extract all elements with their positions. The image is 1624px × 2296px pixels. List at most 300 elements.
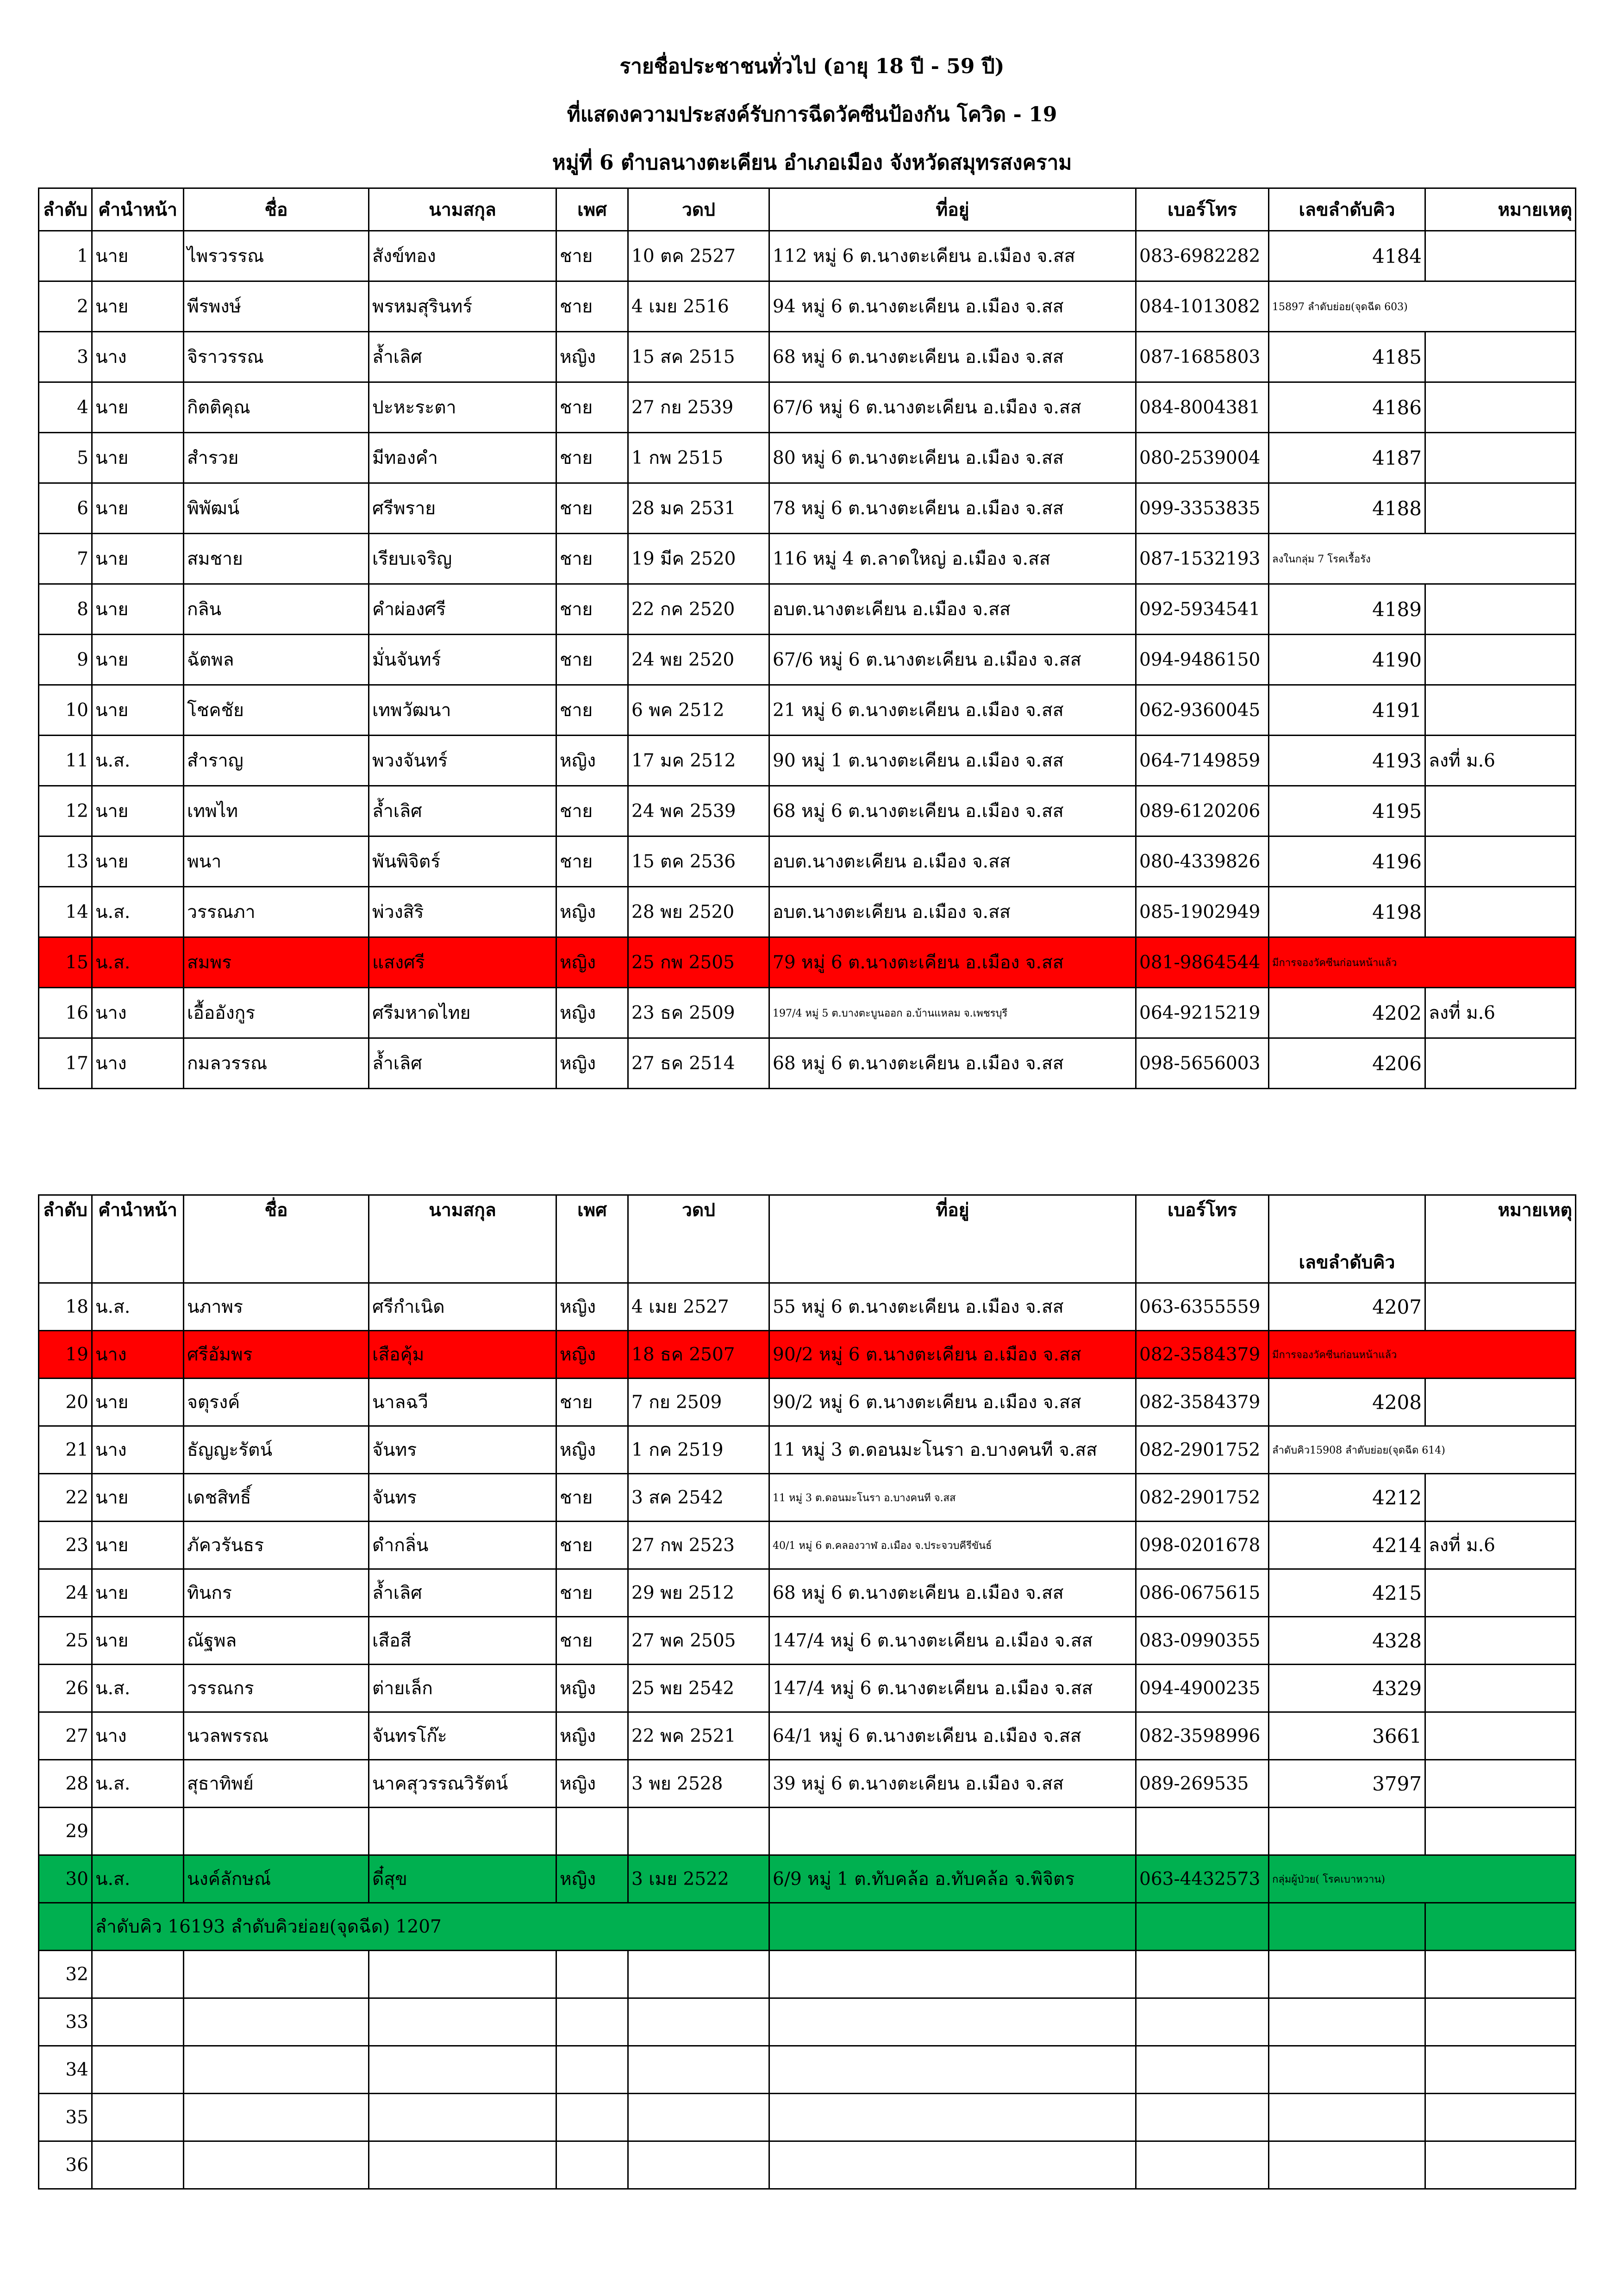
title-line-2: ที่แสดงความประสงค์รับการฉีดวัคซีนป้องกัน โควิด - 19 [567,103,1057,126]
address: 39 หมู่ 6 ต.นางตะเคียน อ.เมือง จ.สส [769,1760,1136,1808]
row-number: 15 [39,937,92,988]
empty-row [39,1951,1576,1998]
empty-cell [628,2141,769,2189]
first-name: สำรวย [184,433,369,483]
header-prefix: คำนำหน้า [92,188,184,231]
header-phone: เบอร์โทร [1136,188,1269,231]
row-number: 27 [39,1712,92,1760]
header-note: หมายเหตุ [1425,1195,1576,1283]
sex: ชาย [556,483,628,534]
birth-date: 1 กพ 2515 [628,433,769,483]
birth-date: 27 กย 2539 [628,382,769,433]
table-row [39,483,1576,534]
note: ลงที่ ม.6 [1425,988,1576,1038]
birth-date: 24 พค 2539 [628,786,769,836]
last-name: จันทร [369,1426,556,1474]
last-name: แสงศรี [369,937,556,988]
empty-cell [92,2046,184,2094]
address: 147/4 หมู่ 6 ต.นางตะเคียน อ.เมือง จ.สส [769,1665,1136,1712]
first-name: สมชาย [184,534,369,584]
address: 67/6 หมู่ 6 ต.นางตะเคียน อ.เมือง จ.สส [769,635,1136,685]
sex: ชาย [556,685,628,736]
phone-number: 082-3584379 [1136,1331,1269,1379]
row-number: 26 [39,1665,92,1712]
birth-date: 27 พค 2505 [628,1617,769,1665]
header-queue: เลขลำดับคิว [1269,188,1425,231]
header-last-name: นามสกุล [369,1195,556,1283]
phone-number: 084-1013082 [1136,281,1269,332]
empty-cell [92,2094,184,2141]
address: 90/2 หมู่ 6 ต.นางตะเคียน อ.เมือง จ.สส [769,1379,1136,1426]
phone-number: 083-6982282 [1136,231,1269,281]
queue-note-row [39,1903,1576,1951]
address: 6/9 หมู่ 1 ต.ทับคล้อ อ.ทับคล้อ จ.พิจิตร [769,1855,1136,1903]
header-no: ลำดับ [39,1195,92,1283]
sex: ชาย [556,433,628,483]
table-row [39,1331,1576,1379]
sex: หญิง [556,1712,628,1760]
name-prefix: นาย [92,786,184,836]
queue-number: 4187 [1269,433,1425,483]
queue-number: 4329 [1269,1665,1425,1712]
phone-number: 082-3584379 [1136,1379,1269,1426]
birth-date: 28 มค 2531 [628,483,769,534]
address: 79 หมู่ 6 ต.นางตะเคียน อ.เมือง จ.สส [769,937,1136,988]
sex: ชาย [556,1379,628,1426]
table-row [39,1038,1576,1089]
row-number: 6 [39,483,92,534]
last-name: จันทรโก๊ะ [369,1712,556,1760]
address: 68 หมู่ 6 ต.นางตะเคียน อ.เมือง จ.สส [769,332,1136,382]
address: อบต.นางตะเคียน อ.เมือง จ.สส [769,584,1136,635]
note: มีการจองวัคซีนก่อนหน้าแล้ว [1269,937,1576,988]
note [1425,433,1576,483]
table-row [39,1665,1576,1712]
row-number: 35 [39,2094,92,2141]
queue-number: 4215 [1269,1569,1425,1617]
address: อบต.นางตะเคียน อ.เมือง จ.สส [769,887,1136,937]
last-name: ล้ำเลิศ [369,1038,556,1089]
empty-cell [369,2046,556,2094]
sex: หญิง [556,1855,628,1903]
empty-cell [1425,1903,1576,1951]
note [1425,1474,1576,1522]
phone-number: 098-0201678 [1136,1522,1269,1569]
sex: หญิง [556,1038,628,1089]
last-name: ศรีมหาดไทย [369,988,556,1038]
first-name: เทพไท [184,786,369,836]
first-name: กมลวรรณ [184,1038,369,1089]
phone-number: 063-6355559 [1136,1283,1269,1331]
table-row [39,281,1576,332]
queue-number: 4184 [1269,231,1425,281]
phone-number: 082-2901752 [1136,1426,1269,1474]
birth-date: 6 พค 2512 [628,685,769,736]
empty-cell [369,2094,556,2141]
row-number: 36 [39,2141,92,2189]
birth-date: 22 กค 2520 [628,584,769,635]
row-number: 4 [39,382,92,433]
queue-number: 4328 [1269,1617,1425,1665]
last-name: พันพิจิตร์ [369,836,556,887]
queue-number: 4206 [1269,1038,1425,1089]
empty-cell [769,1951,1136,1998]
row-number: 19 [39,1331,92,1379]
queue-number: 4208 [1269,1379,1425,1426]
birth-date: 25 กพ 2505 [628,937,769,988]
row-number: 12 [39,786,92,836]
name-prefix: นาย [92,584,184,635]
table-row [39,786,1576,836]
table-row [39,584,1576,635]
empty-cell [628,1951,769,1998]
first-name: นงค์ลักษณ์ [184,1855,369,1903]
last-name: ล้ำเลิศ [369,786,556,836]
queue-number: 4190 [1269,635,1425,685]
first-name: ศรีอัมพร [184,1331,369,1379]
row-number: 9 [39,635,92,685]
birth-date: 4 เมย 2527 [628,1283,769,1331]
name-prefix: นาย [92,1522,184,1569]
address: 11 หมู่ 3 ต.ดอนมะโนรา อ.บางคนที จ.สส [769,1474,1136,1522]
table-row [39,1712,1576,1760]
empty-cell [92,1998,184,2046]
first-name: ฉัตพล [184,635,369,685]
name-prefix: น.ส. [92,1665,184,1712]
phone-number: 089-6120206 [1136,786,1269,836]
birth-date: 3 สค 2542 [628,1474,769,1522]
name-prefix: นาย [92,382,184,433]
table-row [39,937,1576,988]
row-number: 3 [39,332,92,382]
table-row [39,1617,1576,1665]
queue-number: 4195 [1269,786,1425,836]
row-number: 34 [39,2046,92,2094]
empty-cell [184,1951,369,1998]
first-name: พีรพงษ์ [184,281,369,332]
empty-cell [769,2094,1136,2141]
empty-cell [769,1903,1136,1951]
phone-number: 080-2539004 [1136,433,1269,483]
row-number: 22 [39,1474,92,1522]
last-name: ล้ำเลิศ [369,332,556,382]
empty-cell [556,2141,628,2189]
header-queue: เลขลำดับคิว [1269,1195,1425,1283]
birth-date: 15 สค 2515 [628,332,769,382]
name-prefix: น.ส. [92,736,184,786]
note [1425,483,1576,534]
note: ลำดับคิว15908 ลำดับย่อย(จุดฉีด 614) [1269,1426,1576,1474]
last-name: สังข์ทอง [369,231,556,281]
note [1425,1808,1576,1855]
empty-cell [1269,2094,1425,2141]
table-row [39,988,1576,1038]
empty-cell [556,1998,628,2046]
queue-note: ลำดับคิว 16193 ลำดับคิวย่อย(จุดฉีด) 1207 [92,1903,769,1951]
sex: ชาย [556,382,628,433]
last-name: เทพวัฒนา [369,685,556,736]
first-name: พิพัฒน์ [184,483,369,534]
name-prefix: นาง [92,1712,184,1760]
queue-number: 4193 [1269,736,1425,786]
first-name: สุธาทิพย์ [184,1760,369,1808]
note: 15897 ลำดับย่อย(จุดฉีด 603) [1269,281,1576,332]
last-name: ศรีพราย [369,483,556,534]
phone-number: 092-5934541 [1136,584,1269,635]
last-name: มีทองคำ [369,433,556,483]
row-number: 21 [39,1426,92,1474]
phone-number: 082-3598996 [1136,1712,1269,1760]
note: มีการจองวัคซีนก่อนหน้าแล้ว [1269,1331,1576,1379]
phone-number: 080-4339826 [1136,836,1269,887]
table-row [39,1379,1576,1426]
note [1425,887,1576,937]
address: 147/4 หมู่ 6 ต.นางตะเคียน อ.เมือง จ.สส [769,1617,1136,1665]
table-row [39,332,1576,382]
row-number: 10 [39,685,92,736]
row-number: 13 [39,836,92,887]
phone-number: 062-9360045 [1136,685,1269,736]
note [1425,1038,1576,1089]
row-number: 33 [39,1998,92,2046]
row-number: 28 [39,1760,92,1808]
first-name: กิตติคุณ [184,382,369,433]
table-row [39,1283,1576,1331]
row-number: 1 [39,231,92,281]
empty-cell [369,1951,556,1998]
header-prefix: คำนำหน้า [92,1195,184,1283]
birth-date [628,1808,769,1855]
last-name: จันทร [369,1474,556,1522]
empty-cell [1136,1903,1269,1951]
note: กลุ่มผู้ป่วย( โรคเบาหวาน) [1269,1855,1576,1903]
table-row [39,1760,1576,1808]
header-phone: เบอร์โทร [1136,1195,1269,1283]
name-prefix: นาย [92,635,184,685]
phone-number: 064-7149859 [1136,736,1269,786]
empty-cell [1269,1951,1425,1998]
empty-cell [1425,1998,1576,2046]
empty-cell [184,2141,369,2189]
note [1425,231,1576,281]
last-name: ปะหะระตา [369,382,556,433]
note [1425,1665,1576,1712]
empty-cell [1425,2046,1576,2094]
sex: ชาย [556,1474,628,1522]
table-row [39,231,1576,281]
name-prefix [92,1808,184,1855]
note [1425,1712,1576,1760]
row-number: 32 [39,1951,92,1998]
birth-date: 7 กย 2509 [628,1379,769,1426]
phone-number: 089-269535 [1136,1760,1269,1808]
queue-number: 4212 [1269,1474,1425,1522]
name-prefix: น.ส. [92,937,184,988]
note [1425,635,1576,685]
name-prefix: นาง [92,988,184,1038]
row-number: 8 [39,584,92,635]
phone-number: 064-9215219 [1136,988,1269,1038]
row-number: 14 [39,887,92,937]
sex: ชาย [556,534,628,584]
name-prefix: นาย [92,534,184,584]
last-name: ดำกลิ่น [369,1522,556,1569]
note [1425,332,1576,382]
sex: ชาย [556,635,628,685]
note [1425,1569,1576,1617]
name-prefix: น.ส. [92,1283,184,1331]
sex: หญิง [556,736,628,786]
last-name: เรียบเจริญ [369,534,556,584]
note [1425,786,1576,836]
queue-number: 4207 [1269,1283,1425,1331]
header-no: ลำดับ [39,188,92,231]
address: 55 หมู่ 6 ต.นางตะเคียน อ.เมือง จ.สส [769,1283,1136,1331]
table-row [39,1808,1576,1855]
table-row [39,736,1576,786]
name-prefix: นาย [92,1569,184,1617]
birth-date: 23 ธค 2509 [628,988,769,1038]
empty-cell [556,2094,628,2141]
note [1425,584,1576,635]
birth-date: 27 ธค 2514 [628,1038,769,1089]
queue-number: 3797 [1269,1760,1425,1808]
queue-number: 3661 [1269,1712,1425,1760]
sex: ชาย [556,1569,628,1617]
birth-date: 27 กพ 2523 [628,1522,769,1569]
empty-cell [1425,2141,1576,2189]
empty-cell [769,2141,1136,2189]
header-last-name: นามสกุล [369,188,556,231]
address: 78 หมู่ 6 ต.นางตะเคียน อ.เมือง จ.สส [769,483,1136,534]
sex: หญิง [556,1426,628,1474]
queue-number: 4202 [1269,988,1425,1038]
table-row [39,1569,1576,1617]
name-prefix: นาง [92,1426,184,1474]
table-row [39,1426,1576,1474]
row-number: 23 [39,1522,92,1569]
address: 68 หมู่ 6 ต.นางตะเคียน อ.เมือง จ.สส [769,786,1136,836]
phone-number: 082-2901752 [1136,1474,1269,1522]
first-name: ภัควรันธร [184,1522,369,1569]
first-name: นวลพรรณ [184,1712,369,1760]
row-number: 24 [39,1569,92,1617]
birth-date: 19 มีค 2520 [628,534,769,584]
empty-cell [1136,2094,1269,2141]
note [1425,382,1576,433]
first-name: กลิน [184,584,369,635]
note [1425,836,1576,887]
name-prefix: นาง [92,1038,184,1089]
last-name: ศรีกำเนิด [369,1283,556,1331]
address: 68 หมู่ 6 ต.นางตะเคียน อ.เมือง จ.สส [769,1038,1136,1089]
phone-number: 087-1685803 [1136,332,1269,382]
last-name: มั่นจันทร์ [369,635,556,685]
document-title-block [0,43,1624,187]
row-number: 16 [39,988,92,1038]
table-row [39,433,1576,483]
empty-cell [92,2141,184,2189]
sex: ชาย [556,786,628,836]
phone-number: 098-5656003 [1136,1038,1269,1089]
phone-number: 083-0990355 [1136,1617,1269,1665]
address: 90/2 หมู่ 6 ต.นางตะเคียน อ.เมือง จ.สส [769,1331,1136,1379]
header-note: หมายเหตุ [1425,188,1576,231]
name-prefix: นาง [92,1331,184,1379]
row-number: 7 [39,534,92,584]
address: 112 หมู่ 6 ต.นางตะเคียน อ.เมือง จ.สส [769,231,1136,281]
address: 197/4 หมู่ 5 ต.บางตะบูนออก อ.บ้านแหลม จ.เพชรบุรี [769,988,1136,1038]
queue-number: 4191 [1269,685,1425,736]
empty-cell [1136,2046,1269,2094]
first-name [184,1808,369,1855]
note [1425,1760,1576,1808]
empty-cell [1136,1951,1269,1998]
first-name: จิราวรรณ [184,332,369,382]
first-name: วรรณกร [184,1665,369,1712]
empty-row [39,2046,1576,2094]
first-name: นภาพร [184,1283,369,1331]
phone-number: 087-1532193 [1136,534,1269,584]
first-name: เดชสิทธิ์ [184,1474,369,1522]
address: 21 หมู่ 6 ต.นางตะเคียน อ.เมือง จ.สส [769,685,1136,736]
address: อบต.นางตะเคียน อ.เมือง จ.สส [769,836,1136,887]
name-prefix: นาย [92,281,184,332]
name-prefix: นาย [92,1474,184,1522]
note: ลงที่ ม.6 [1425,1522,1576,1569]
empty-cell [628,1998,769,2046]
last-name: พวงจันทร์ [369,736,556,786]
name-prefix: นาย [92,483,184,534]
phone-number: 094-9486150 [1136,635,1269,685]
address: 90 หมู่ 1 ต.นางตะเคียน อ.เมือง จ.สส [769,736,1136,786]
birth-date: 18 ธค 2507 [628,1331,769,1379]
header-row [39,188,1576,231]
phone-number: 063-4432573 [1136,1855,1269,1903]
empty-cell [92,1951,184,1998]
note [1425,1617,1576,1665]
last-name [369,1808,556,1855]
birth-date: 25 พย 2542 [628,1665,769,1712]
table-row [39,1474,1576,1522]
phone-number: 085-1902949 [1136,887,1269,937]
row-number: 29 [39,1808,92,1855]
phone-number: 094-4900235 [1136,1665,1269,1712]
sex: หญิง [556,937,628,988]
note: ลงที่ ม.6 [1425,736,1576,786]
empty-cell [1269,1998,1425,2046]
note: ลงในกลุ่ม 7 โรคเรื้อรัง [1269,534,1576,584]
sex: หญิง [556,1760,628,1808]
sex: ชาย [556,231,628,281]
first-name: ณัฐพล [184,1617,369,1665]
empty-cell [184,2046,369,2094]
last-name: คำผ่องศรี [369,584,556,635]
empty-cell [556,2046,628,2094]
title-line-3: หมู่ที่ 6 ตำบลนางตะเคียน อำเภอเมือง จังหวัดสมุทรสงคราม [552,151,1072,175]
empty-cell [1269,1903,1425,1951]
name-prefix: นาย [92,836,184,887]
table-row [39,836,1576,887]
address: 80 หมู่ 6 ต.นางตะเคียน อ.เมือง จ.สส [769,433,1136,483]
queue-number: 4198 [1269,887,1425,937]
first-name: สมพร [184,937,369,988]
birth-date: 29 พย 2512 [628,1569,769,1617]
sex: หญิง [556,1283,628,1331]
last-name: ดี๋สุข [369,1855,556,1903]
empty-cell [769,1998,1136,2046]
birth-date: 3 เมย 2522 [628,1855,769,1903]
